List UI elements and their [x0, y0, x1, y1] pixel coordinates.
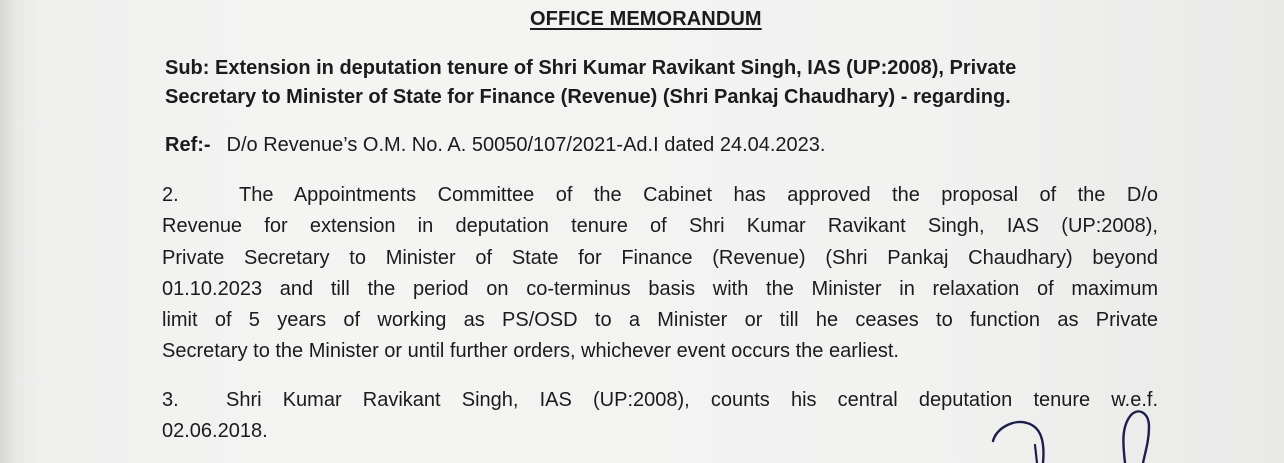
- memo-title: OFFICE MEMORANDUM: [530, 8, 762, 30]
- memo-reference: [165, 134, 825, 157]
- page-edge-shadow: [0, 0, 18, 463]
- subject-line-1: Sub: Extension in deputation tenure of Shri Kumar Ravikant Singh, IAS (UP:2008), Private: [165, 57, 1017, 79]
- paragraph-2-line-4: 01.10.2023 and till the period on co-terminus basis with the Minister in relaxation of maximum: [162, 277, 1158, 300]
- paragraph-2-line-3: Private Secretary to Minister of State for Finance (Revenue) (Shri Pankaj Chaudhary) beyond: [162, 246, 1158, 269]
- paragraph-3-number: 3.: [162, 389, 179, 411]
- reference-text: D/o Revenue’s O.M. No. A. 50050/107/2021-Ad.I dated 24.04.2023.: [226, 134, 826, 156]
- reference-label: Ref:-: [165, 134, 211, 156]
- paragraph-2: [162, 180, 1158, 368]
- handwritten-signature: [985, 405, 1185, 463]
- paragraph-2-number: 2.: [162, 184, 179, 206]
- paragraph-2-line-1: [162, 180, 1158, 211]
- subject-line-2: Secretary to Minister of State for Finance (Revenue) (Shri Pankaj Chaudhary) - regarding.: [165, 86, 1011, 108]
- memo-subject: [165, 54, 1165, 112]
- paragraph-2-line-2: Revenue for extension in deputation tenure of Shri Kumar Ravikant Singh, IAS (UP:2008),: [162, 215, 1158, 238]
- paragraph-3-line-1-text: Shri Kumar Ravikant Singh, IAS (UP:2008), counts his central deputation tenure w.e.f.: [226, 389, 1158, 411]
- paragraph-2-line-1-text: The Appointments Committee of the Cabinet has approved the proposal of the D/o: [239, 184, 1158, 206]
- paragraph-2-line-6: Secretary to the Minister or until further orders, whichever event occurs the earliest.: [162, 340, 899, 363]
- paragraph-3-line-2: 02.06.2018.: [162, 420, 268, 443]
- paragraph-2-line-5: limit of 5 years of working as PS/OSD to a Minister or till he ceases to function as Private: [162, 309, 1158, 332]
